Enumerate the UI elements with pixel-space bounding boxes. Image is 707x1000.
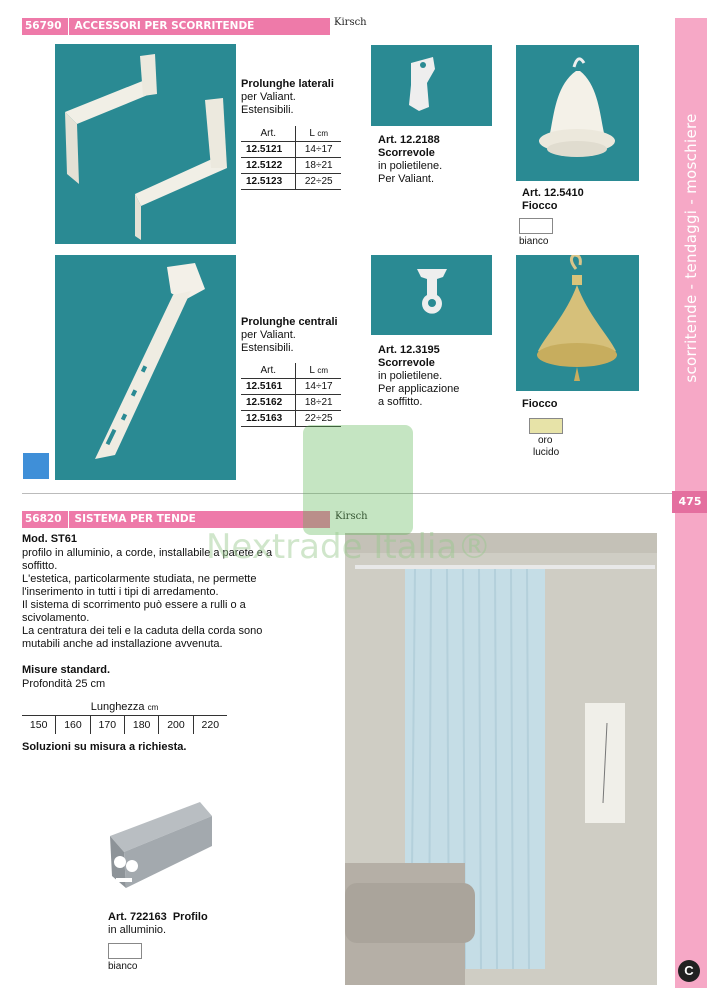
table-row: 12.5162 18÷21 [241, 395, 341, 411]
table-header-art: Art. [241, 363, 296, 379]
desc2-3195: Per applicazione [378, 383, 460, 395]
watermark-tree-icon [303, 425, 413, 535]
lunghezza-row [22, 716, 227, 734]
lateral-spec-table [241, 126, 341, 190]
desc3-3195: a soffitto. [378, 396, 423, 408]
desc2-2188: Per Valiant. [378, 173, 435, 185]
lunghezza-table [22, 701, 227, 734]
photo-curtain-room [345, 533, 657, 985]
swatch-label-lucido: lucido [533, 447, 560, 458]
watermark-text: Nextrade Italia® [206, 527, 492, 567]
photo-fiocco-oro [516, 255, 639, 391]
table-row: 12.5161 14÷17 [241, 379, 341, 395]
name-5410: Fiocco [522, 200, 558, 212]
model-title: Mod. ST61 [22, 533, 78, 545]
publisher-logo-icon: C [678, 960, 700, 982]
table-header-l: L cm [296, 126, 341, 142]
lunghezza-header: Lunghezza cm [22, 701, 227, 716]
desc-line: Il sistema di scorrimento può essere a rulli o a [22, 599, 246, 611]
profile-desc: in alluminio. [108, 924, 167, 936]
blue-pattern-icon [23, 453, 49, 479]
desc-line: l'inserimento in tutti i tipi di arredamento. [22, 586, 219, 598]
photo-fiocco-bianco [516, 45, 639, 181]
swatch-label-oro: oro [538, 435, 553, 446]
photo-prolunghe-laterali [55, 44, 236, 244]
table-header-l: L cm [296, 363, 341, 379]
length-cell: 220 [201, 719, 220, 731]
swatch-oro [529, 418, 563, 434]
name-2188: Scorrevole [378, 147, 435, 159]
name-fiocco-oro: Fiocco [522, 398, 558, 410]
lateral-desc1: per Valiant. [241, 91, 296, 103]
photo-prolunghe-centrali [55, 255, 236, 480]
table-row: 12.5163 22÷25 [241, 411, 341, 427]
lateral-title: Prolunghe laterali [241, 78, 334, 90]
desc-line: profilo in alluminio, a corde, installabile a parete e a [22, 547, 273, 559]
swatch-label-bianco-profilo: bianco [108, 961, 138, 972]
table-row: 12.5121 14÷17 [241, 142, 341, 158]
section-title: SISTEMA PER TENDE [74, 513, 196, 525]
swatch-bianco-profilo [108, 943, 142, 959]
section-code: 56790 [22, 18, 69, 35]
section-title: ACCESSORI PER SCORRITENDE [74, 20, 255, 32]
swatch-label-bianco: bianco [519, 236, 549, 247]
brand-logo: Kirsch [335, 511, 368, 522]
page-number: 475 [672, 491, 707, 513]
profondita: Profondità 25 cm [22, 678, 106, 690]
custom-sizes-note: Soluzioni su misura a richiesta. [22, 741, 187, 753]
desc1-3195: in polietilene. [378, 370, 443, 382]
central-spec-table [241, 363, 341, 427]
table-header-art: Art. [241, 126, 296, 142]
central-title: Prolunghe centrali [241, 316, 338, 328]
photo-profilo [100, 796, 220, 896]
lateral-desc2: Estensibili. [241, 104, 294, 116]
length-cell: 150 [22, 716, 56, 734]
table-row: 12.5122 18÷21 [241, 158, 341, 174]
brand-logo: Kirsch [334, 17, 367, 28]
central-desc1: per Valiant. [241, 329, 296, 341]
photo-scorrevole-2188 [371, 45, 492, 126]
length-cell: 160 [56, 716, 90, 734]
art-2188: Art. 12.2188 [378, 134, 440, 146]
desc-line: soffitto. [22, 560, 58, 572]
sidebar-category-text: scorritende - tendaggi - moschiere [682, 113, 700, 383]
desc-line: scivolamento. [22, 612, 90, 624]
lateral-brackets-image [55, 44, 236, 244]
photo-scorrevole-3195 [371, 255, 492, 335]
art-5410: Art. 12.5410 [522, 187, 584, 199]
central-desc2: Estensibili. [241, 342, 294, 354]
length-cell: 180 [125, 716, 159, 734]
length-cell: 200 [159, 716, 193, 734]
misure-title: Misure standard. [22, 664, 111, 676]
desc-line: mutabili anche ad installazione avvenuta. [22, 638, 223, 650]
section-header-sistema [22, 511, 330, 528]
length-cell: 170 [91, 716, 125, 734]
section-code: 56820 [22, 511, 69, 528]
name-3195: Scorrevole [378, 357, 435, 369]
art-3195: Art. 12.3195 [378, 344, 440, 356]
section-header-accessori [22, 18, 330, 35]
desc-line: L'estetica, particolarmente studiata, ne permette [22, 573, 257, 585]
table-row: 12.5123 22÷25 [241, 174, 341, 190]
desc-line: La centratura dei teli e la caduta della corda sono [22, 625, 263, 637]
desc1-2188: in polietilene. [378, 160, 443, 172]
swatch-bianco [519, 218, 553, 234]
profile-art: Art. 722163 Profilo [108, 911, 208, 923]
